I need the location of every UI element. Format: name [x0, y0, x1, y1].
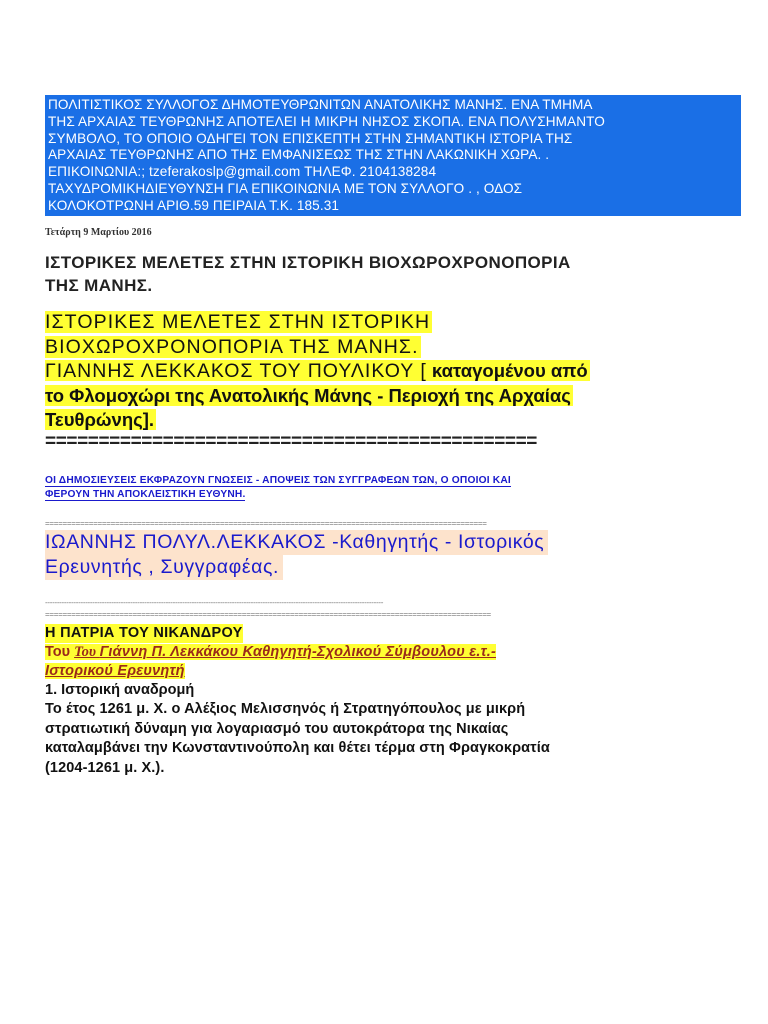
article-body [45, 624, 745, 778]
header-line: ΚΟΛΟΚΟΤΡΩΝΗ ΑΡΙΘ.59 ΠΕΙΡΑΙΑ Τ.Κ. 185.31 [48, 197, 340, 213]
equals-separator: ============================================== [45, 432, 538, 451]
highlight-text: Τευθρώνης]. [45, 409, 155, 430]
highlight-rest: καταγομένου από [426, 360, 588, 381]
highlight-text [45, 360, 590, 381]
byline-name: Ιστορικού Ερευνητή [45, 663, 185, 679]
disclaimer-line [45, 488, 685, 502]
author-block [45, 530, 685, 580]
section-heading: 1. Ιστορική αναδρομή [45, 682, 195, 698]
header-line: ΠΟΛΙΤΙΣΤΙΚΟΣ ΣΥΛΛΟΓΟΣ ΔΗΜΟΤΕΥΘΡΩΝΙΤΩΝ ΑΝΑΤΟΛΙΚΗΣ ΜΑΝΗΣ. ΕΝΑ ΤΜΗΜΑ [48, 97, 593, 112]
header-line: ΤΗΣ ΑΡΧΑΙΑΣ ΤΕΥΘΡΩΝΗΣ ΑΠΟΤΕΛΕΙ Η ΜΙΚΡΗ ΝΗΣΟΣ ΣΚΟΠΑ. ΕΝΑ ΠΟΛΥΣΗΜΑΝΤΟ [48, 113, 605, 129]
highlight-text: ΙΣΤΟΡΙΚΕΣ ΜΕΛΕΤΕΣ ΣΤΗΝ ΙΣΤΟΡΙΚΗ [45, 311, 431, 333]
post-title-line: ΤΗΣ ΜΑΝΗΣ. [45, 276, 153, 295]
header-line: ΣΥΜΒΟΛΟ, ΤΟ ΟΠΟΙΟ ΟΔΗΓΕΙ ΤΟΝ ΕΠΙΣΚΕΠΤΗ ΣΤΗΝ ΣΗΜΑΝΤΙΚΗ ΙΣΤΟΡΙΑ ΤΗΣ [48, 130, 573, 146]
byline-highlight [74, 644, 496, 660]
association-header-box [45, 95, 741, 216]
disclaimer-text: ΦΕΡΟΥΝ ΤΗΝ ΑΠΟΚΛΕΙΣΤΙΚΗ ΕΥΘΥΝΗ. [45, 489, 246, 500]
highlight-line [45, 310, 745, 335]
thin-separator: ===================================================================================================== [45, 519, 487, 528]
article-byline [45, 662, 745, 681]
article-byline [45, 643, 745, 662]
highlight-line [45, 359, 745, 384]
paragraph-line: στρατιωτική δύναμη για λογαριασμό του αυτοκράτορα της Νικαίας [45, 720, 509, 737]
byline-highlight [45, 663, 185, 679]
dash-separator: ----------------------------------------------------------------------------------------------------------------------------------------------- [45, 598, 384, 607]
highlight-text: ΒΙΟΧΩΡΟΧΡΟΝΟΠΟΡΙΑ ΤΗΣ ΜΑΝΗΣ. [45, 335, 419, 358]
disclaimer-text: ΟΙ ΔΗΜΟΣΙΕΥΣΕΙΣ ΕΚΦΡΑΖΟΥΝ ΓΝΩΣΕΙΣ - ΑΠΟΨΕΙΣ ΤΩΝ ΣΥΓΓΡΑΦΕΩΝ ΤΩΝ, Ο ΟΠΟΙΟΙ ΚΑΙ [45, 475, 511, 486]
header-line: ΑΡΧΑΙΑΣ ΤΕΥΘΡΩΝΗΣ ΑΠΟ ΤΗΣ ΕΜΦΑΝΙΣΕΩΣ ΤΗΣ ΣΤΗΝ ΛΑΚΩΝΙΚΗ ΧΩΡΑ. . [48, 147, 550, 163]
post-title[interactable] [45, 251, 735, 297]
author-line: ΙΩΑΝΝΗΣ ΠΟΛΥΛ.ΛΕΚΚΑΚΟΣ -Καθηγητής - Ιστορικός [45, 530, 548, 555]
byline-prefix: Του [45, 644, 75, 660]
highlighted-heading [45, 310, 745, 456]
highlight-line [45, 335, 745, 360]
post-title-line: ΙΣΤΟΡΙΚΕΣ ΜΕΛΕΤΕΣ ΣΤΗΝ ΙΣΤΟΡΙΚΗ ΒΙΟΧΩΡΟΧΡΟΝΟΠΟΡΙΑ [45, 253, 571, 272]
paragraph-line: (1204-1261 μ. Χ.). [45, 759, 165, 776]
header-line: ΤΑΧΥΔΡΟΜΙΚΗΔΙΕΥΘΥΝΣΗ ΓΙΑ ΕΠΙΚΟΙΝΩΝΙΑ ΜΕ ΤΟΝ ΣΥΛΛΟΓΟ . , ΟΔΟΣ [48, 180, 523, 196]
thin-separator: ====================================================================================================== [45, 610, 491, 619]
byline-name: Γιάννη Π. Λεκκάκου Καθηγητή-Σχολικού Σύμβουλου ε.τ.- [99, 644, 496, 660]
header-line-contact: ΕΠΙΚΟΙΝΩΝΙΑ:; tzeferakoslp@gmail.com ΤΗΛΕΦ. 2104138284 [48, 164, 437, 180]
post-date: Τετάρτη 9 Μαρτίου 2016 [45, 227, 152, 238]
highlight-caps: ΓΙΑΝΝΗΣ ΛΕΚΚΑΚΟΣ ΤΟΥ ΠΟΥΛΙΚΟΥ [ [45, 360, 427, 382]
highlight-text: το Φλομοχώρι της Ανατολικής Μάνης - Περιοχή της Αρχαίας [45, 384, 571, 406]
highlight-line [45, 384, 745, 409]
author-line: Ερευνητής , Συγγραφέας. [45, 555, 283, 580]
paragraph-line: Το έτος 1261 μ. Χ. ο Αλέξιος Μελισσηνός ή Στρατηγόπουλος με μικρή [45, 701, 526, 717]
disclaimer-line [45, 474, 685, 488]
paragraph-line: καταλαμβάνει την Κωνσταντινούπολη και θέτει τέρμα στη Φραγκοκρατία [45, 740, 550, 756]
disclaimer-link[interactable] [45, 474, 685, 502]
article-title: Η ΠΑΤΡΙΑ ΤΟΥ ΝΙΚΑΝΔΡΟΥ [45, 625, 243, 641]
highlight-line [45, 408, 745, 433]
byline-tou: Του [74, 644, 100, 660]
